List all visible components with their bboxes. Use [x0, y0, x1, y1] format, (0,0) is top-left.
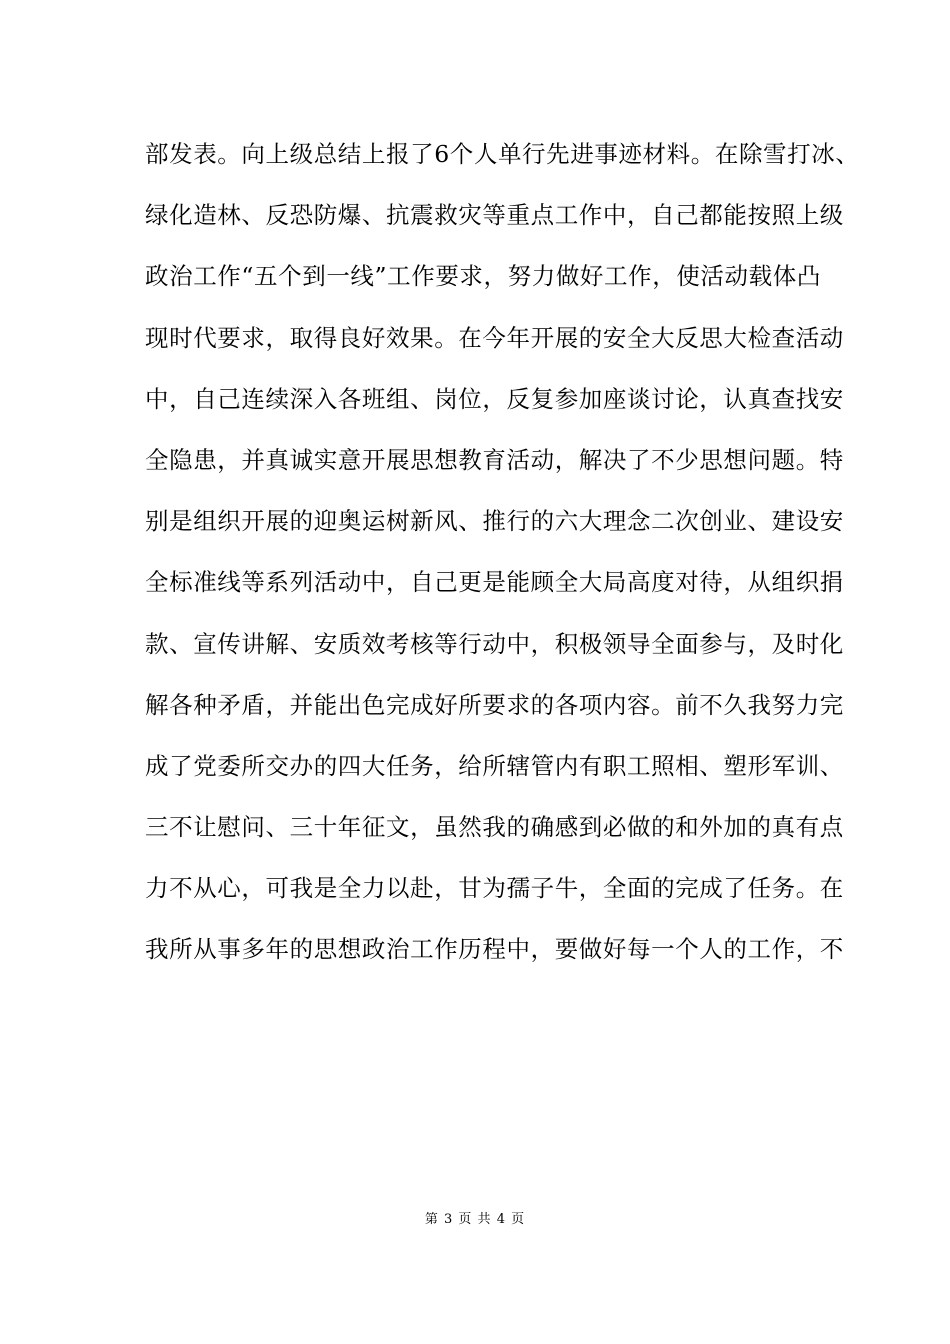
text-line: 中，自己连续深入各班组、岗位，反复参加座谈讨论，认真查找安 — [145, 384, 844, 413]
text-line: 款、宣传讲解、安质效考核等行动中，积极领导全面参与，及时化 — [145, 629, 844, 658]
text-line: 别是组织开展的迎奥运树新风、推行的六大理念二次创业、建设安 — [145, 507, 844, 536]
text-line: 成了党委所交办的四大任务，给所辖管内有职工照相、塑形军训、 — [145, 751, 844, 780]
page-number: 第 3 页 共 4 页 — [424, 1212, 526, 1227]
text-line: 全标准线等系列活动中，自己更是能顾全大局高度对待，从组织捐 — [145, 568, 844, 597]
text-line: 力不从心，可我是全力以赴，甘为孺子牛，全面的完成了任务。在 — [145, 874, 844, 903]
text-line: 全隐患，并真诚实意开展思想教育活动，解决了不少思想问题。特 — [145, 445, 844, 474]
text-line: 解各种矛盾，并能出色完成好所要求的各项内容。前不久我努力完 — [145, 690, 844, 719]
page-footer — [0, 1208, 950, 1227]
body-text — [145, 124, 860, 981]
text-line: 政治工作“五个到一线”工作要求，努力做好工作，使活动载体凸 — [145, 262, 821, 291]
text-line: 现时代要求，取得良好效果。在今年开展的安全大反思大检查活动 — [145, 323, 844, 352]
text-line: 三不让慰问、三十年征文，虽然我的确感到必做的和外加的真有点 — [145, 813, 844, 842]
text-line: 部发表。向上级总结上报了6个人单行先进事迹材料。在除雪打冰、 — [145, 140, 860, 168]
text-line: 绿化造林、反恐防爆、抗震救灾等重点工作中，自己都能按照上级 — [145, 201, 844, 230]
text-line: 我所从事多年的思想政治工作历程中，要做好每一个人的工作，不 — [145, 935, 844, 964]
